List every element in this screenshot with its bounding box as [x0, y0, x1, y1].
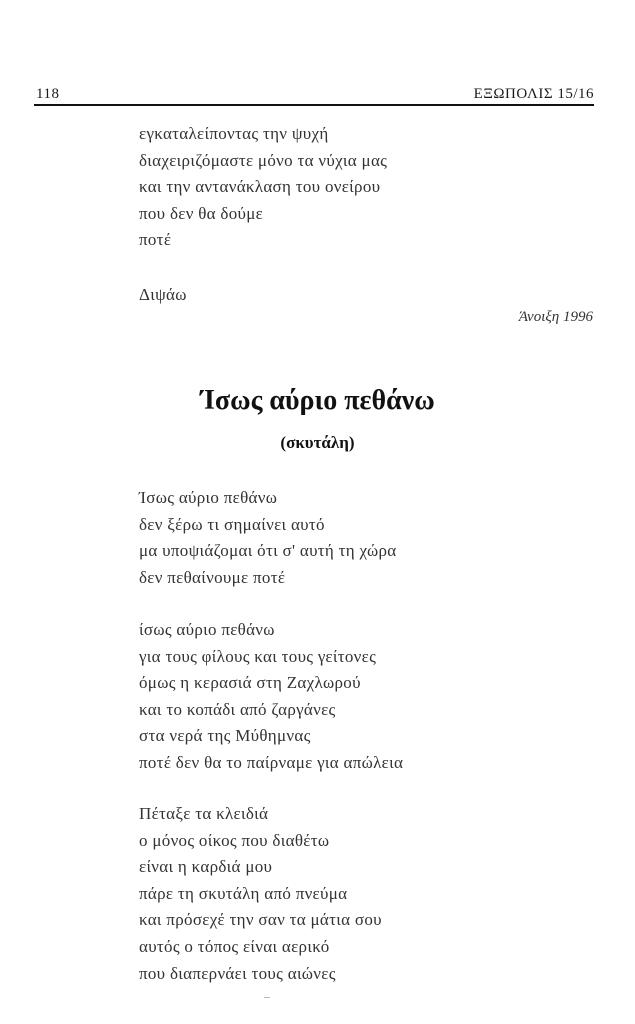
poem-line: Ίσως αύριο πεθάνω — [139, 488, 278, 507]
poem-line: που διαπερνάει τους αιώνες — [139, 963, 336, 983]
poem-line: δεν πεθαίνουμε ποτέ — [139, 567, 286, 587]
running-title: ΕΞΩΠΟΛΙΣ 15/16 — [473, 86, 594, 102]
poem-line: και την αντανάκλαση του ονείρου — [139, 177, 381, 197]
print-speck — [264, 997, 270, 998]
poem-line: εγκαταλείποντας την ψυχή — [139, 124, 329, 143]
poem-line: ίσως αύριο πεθάνω — [139, 620, 275, 639]
poem-line: όμως η κερασιά στη Ζαχλωρού — [139, 673, 361, 693]
poem-line: διαχειριζόμαστε μόνο τα νύχια μας — [139, 150, 388, 170]
poem-line: μα υποψιάζομαι ότι σ' αυτή τη χώρα — [139, 541, 397, 561]
poem-title: Ίσως αύριο πεθάνω — [200, 385, 435, 416]
poem-line: που δεν θα δούμε — [139, 203, 264, 223]
poem-line: ο μόνος οίκος που διαθέτω — [139, 830, 330, 850]
poem-line: και το κοπάδι από ζαργάνες — [139, 699, 336, 719]
header-rule — [34, 104, 594, 106]
poem-line: ποτέ — [139, 230, 172, 250]
poem-line: ποτέ δεν θα το παίρναμε για απώλεια — [139, 752, 404, 772]
poem-date: Άνοιξη 1996 — [518, 309, 593, 325]
poem-line: και πρόσεχέ την σαν τα μάτια σου — [139, 910, 382, 930]
poem-line: αυτός ο τόπος είναι αερικό — [139, 936, 330, 956]
page-header — [36, 86, 594, 106]
poem-subtitle: (σκυτάλη) — [280, 433, 355, 452]
stanza-3 — [139, 801, 382, 987]
poem-line: στα νερά της Μύθημνας — [139, 726, 311, 746]
stanza-2 — [139, 617, 403, 777]
poem-line: είναι η καρδιά μου — [139, 857, 273, 877]
poem-line: για τους φίλους και τους γείτονες — [139, 646, 377, 666]
page-number: 118 — [36, 86, 60, 102]
poem-signoff: Διψάω — [139, 285, 187, 304]
stanza-1 — [139, 485, 397, 591]
poem-line: δεν ξέρω τι σημαίνει αυτό — [139, 514, 325, 534]
poem-line: πάρε τη σκυτάλη από πνεύμα — [139, 883, 348, 903]
previous-poem-ending — [139, 121, 387, 254]
poem-line: Πέταξε τα κλειδιά — [139, 804, 269, 823]
